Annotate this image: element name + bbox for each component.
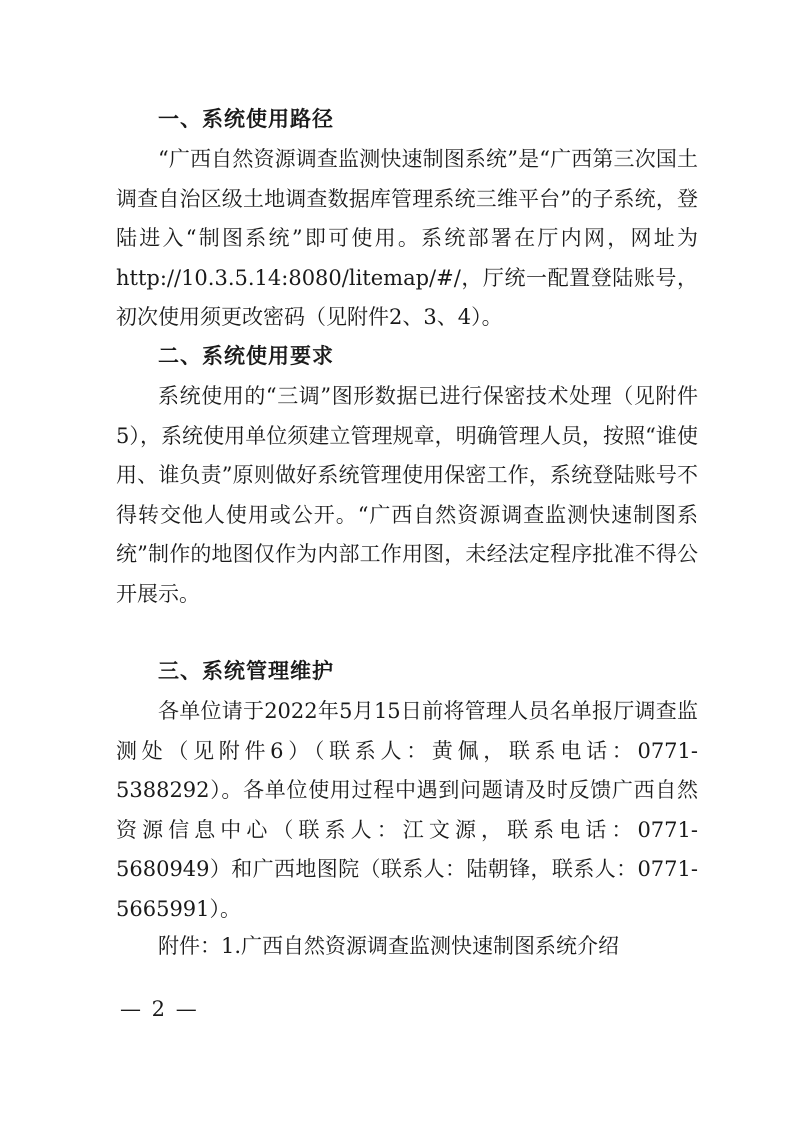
section-paragraph-management-maintenance: 各单位请于2022年5月15日前将管理人员名单报厅调查监测处（见附件6）（联系人：黄佩，联系电话：0771-5388292）。各单位使用过程中遇到问题请及时反馈广西自然资源信息中心（联系人：江文源，联系电话：0771-5680949）和广西地图院（联系人：陆朝锋，联系人：0771-5665991）。 — [116, 699, 698, 921]
section-heading-usage-requirements: 二、系统使用要求 — [158, 344, 334, 368]
section-heading-management-maintenance: 三、系统管理维护 — [158, 659, 334, 683]
section-heading-usage-path: 一、系统使用路径 — [158, 107, 334, 131]
attachment-line: 附件：1.广西自然资源调查监测快速制图系统介绍 — [158, 934, 620, 958]
section-paragraph-usage-requirements: 系统使用的“三调”图形数据已进行保密技术处理（见附件5），系统使用单位须建立管理规章，明确管理人员，按照“谁使用、谁负责”原则做好系统管理使用保密工作，系统登陆账号不得转交他人使用或公开。“广西自然资源调查监测快速制图系统”制作的地图仅作为内部工作用图，未经法定程序批准不得公开展示。 — [116, 384, 698, 606]
section-paragraph-usage-path: “广西自然资源调查监测快速制图系统”是“广西第三次国土调查自治区级土地调查数据库管理系统三维平台”的子系统，登陆进入“制图系统”即可使用。系统部署在厅内网，网址为http://10.3.5.14:8080/litemap/#/，厅统一配置登陆账号，初次使用须更改密码（见附件2、3、4）。 — [116, 147, 698, 329]
page-number: — 2 — — [120, 997, 199, 1021]
